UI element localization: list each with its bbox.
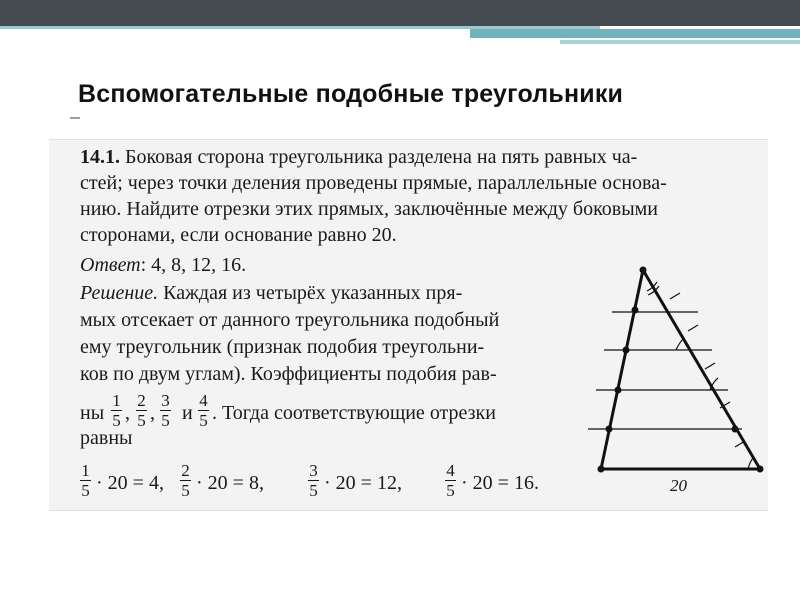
angle-arc <box>676 338 684 350</box>
equation-3-rest: · 20 = 12, <box>324 472 402 494</box>
problem-line-3: нию. Найдите отрезки этих прямых, заключённые между боковыми <box>80 198 659 220</box>
division-point <box>732 426 739 433</box>
equation-2-fraction: 2 5 <box>181 461 190 501</box>
fraction-4: 4 5 <box>199 391 208 431</box>
division-point <box>606 426 613 433</box>
tick-mark <box>688 325 698 331</box>
division-point <box>757 466 764 473</box>
solution-line-5-and: и <box>182 402 193 424</box>
tick-mark <box>705 363 715 369</box>
slide-title: Вспомогательные подобные треугольники <box>78 80 624 108</box>
solution-line-6: равны <box>80 427 133 449</box>
division-point <box>640 267 647 274</box>
solution-line-5-suffix: . Тогда соответствующие отрезки <box>212 402 496 424</box>
solution-line-3: ему треугольник (признак подобия треугольни- <box>80 336 485 358</box>
equation-2-rest: · 20 = 8, <box>196 472 264 494</box>
solution-text-1: Каждая из четырёх указанных пря- <box>163 282 463 304</box>
solution-label: Решение. <box>80 282 159 304</box>
problem-line-2: стей; через точки деления проведены прямые, параллельные основа- <box>80 172 667 194</box>
problem-line-4: сторонами, если основание равно 20. <box>80 224 397 246</box>
tick-mark <box>670 293 680 299</box>
angle-arc <box>748 457 754 469</box>
equation-1-fraction: 1 5 <box>81 461 90 501</box>
comma: , <box>150 402 155 424</box>
comma: , <box>125 402 130 424</box>
equation-4-fraction: 4 5 <box>446 461 455 501</box>
problem-number: 14.1. <box>80 146 120 168</box>
equation-1-rest: · 20 = 4, <box>96 472 164 494</box>
solution-line-5-prefix: ны <box>80 402 105 424</box>
fraction-3: 3 5 <box>161 391 170 431</box>
fraction-1: 1 5 <box>112 391 121 431</box>
answer-label: Ответ <box>80 254 141 276</box>
division-point <box>623 347 630 354</box>
equation-3-fraction: 3 5 <box>309 461 318 501</box>
solution-line-2: мых отсекает от данного треугольника подобный <box>80 309 500 331</box>
solution-line-4: ков по двум углам). Коэффициенты подобия рав- <box>80 363 497 385</box>
tick-mark <box>735 441 745 447</box>
main-triangle <box>601 270 760 469</box>
base-label: 20 <box>670 476 687 495</box>
equation-4-rest: · 20 = 16. <box>461 472 539 494</box>
fraction-2: 2 5 <box>137 391 146 431</box>
division-point <box>615 387 622 394</box>
answer-value: : 4, 8, 12, 16. <box>140 254 247 276</box>
problem-text-1: Боковая сторона треугольника разделена на пять равных ча- <box>125 146 638 168</box>
division-point <box>632 307 639 314</box>
division-point <box>598 466 605 473</box>
